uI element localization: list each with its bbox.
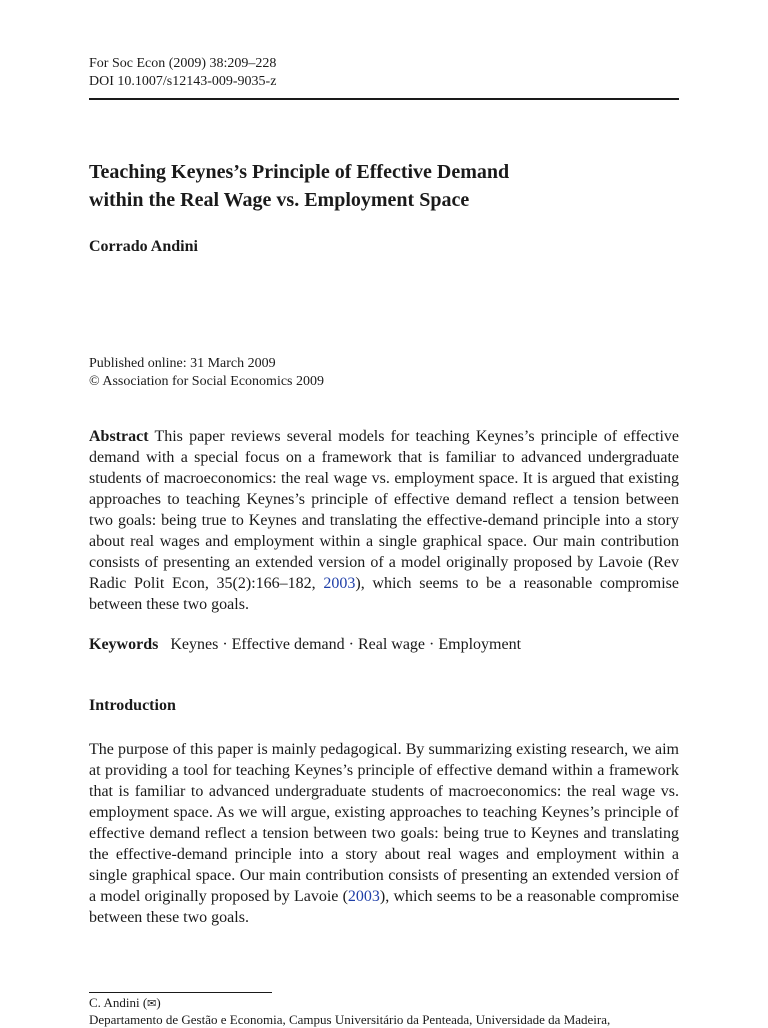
- keywords-label: Keywords: [89, 636, 159, 653]
- introduction-paragraph: [89, 739, 679, 928]
- journal-header: [89, 55, 276, 91]
- intro-text-2: ), which seems to be a reasonable compromise between these two goals.: [89, 888, 679, 926]
- copyright: © Association for Social Economics 2009: [89, 374, 324, 389]
- published-date: Published online: 31 March 2009: [89, 356, 276, 371]
- footnote-author-line: [89, 995, 679, 1012]
- title-line-2: within the Real Wage vs. Employment Space: [89, 189, 470, 211]
- publication-info: [89, 355, 324, 391]
- abstract-text-2: ), which seems to be a reasonable compromise between these two goals.: [89, 575, 680, 613]
- journal-citation: For Soc Econ (2009) 38:209–228: [89, 56, 277, 71]
- intro-citation-link[interactable]: 2003: [347, 888, 380, 905]
- title-line-1: Teaching Keynes’s Principle of Effective Demand: [89, 161, 510, 183]
- keywords: [89, 634, 679, 655]
- intro-text-1: The purpose of this paper is mainly pedagogical. By summarizing existing research, we aim at providing a tool for teaching Keynes’s principle of effective demand within a framework that is familiar to advanced undergraduate students of macroeconomics: the real wage vs. employment space. As we will argue, existing approaches to teaching Keynes’s principle of effective demand reflect a tension between two goals: being true to Keynes and translating the effective-demand principle into a story about real wages and employment within a single graphical space. Our main contribution consists of presenting an extended version of a model originally proposed by Lavoie (: [89, 741, 679, 905]
- abstract-label: Abstract: [89, 428, 149, 445]
- journal-doi: DOI 10.1007/s12143-009-9035-z: [89, 74, 277, 89]
- abstract-citation-link[interactable]: 2003: [323, 575, 356, 592]
- footnote: [89, 995, 679, 1028]
- footnote-close: ): [156, 995, 161, 1010]
- footnote-author: C. Andini (: [89, 995, 148, 1010]
- introduction-heading: Introduction: [89, 697, 176, 714]
- header-rule: [89, 98, 679, 100]
- abstract: [89, 426, 679, 615]
- footnote-rule: [89, 992, 272, 993]
- paper-page: [89, 0, 680, 1027]
- article-author: Corrado Andini: [89, 238, 198, 255]
- abstract-text-1: This paper reviews several models for teaching Keynes’s principle of effective demand with a special focus on a framework that is familiar to advanced undergraduate students of macroeconomics: the real wage vs. employment space. It is argued that existing approaches to teaching Keynes’s principle of effective demand reflect a tension between two goals: being true to Keynes and translating the effective-demand principle into a story about real wages and employment within a single graphical space. Our main contribution consists of presenting an extended version of a model originally proposed by Lavoie (Rev Radic Polit Econ, 35(2):166–182,: [89, 428, 679, 592]
- article-title: [89, 158, 679, 214]
- footnote-affiliation: Departamento de Gestão e Economia, Campus Universitário da Penteada, Universidade da Madeira,: [89, 1012, 611, 1027]
- keywords-list: Keynes · Effective demand · Real wage · Employment: [170, 636, 522, 653]
- envelope-icon[interactable]: ✉: [147, 997, 157, 1010]
